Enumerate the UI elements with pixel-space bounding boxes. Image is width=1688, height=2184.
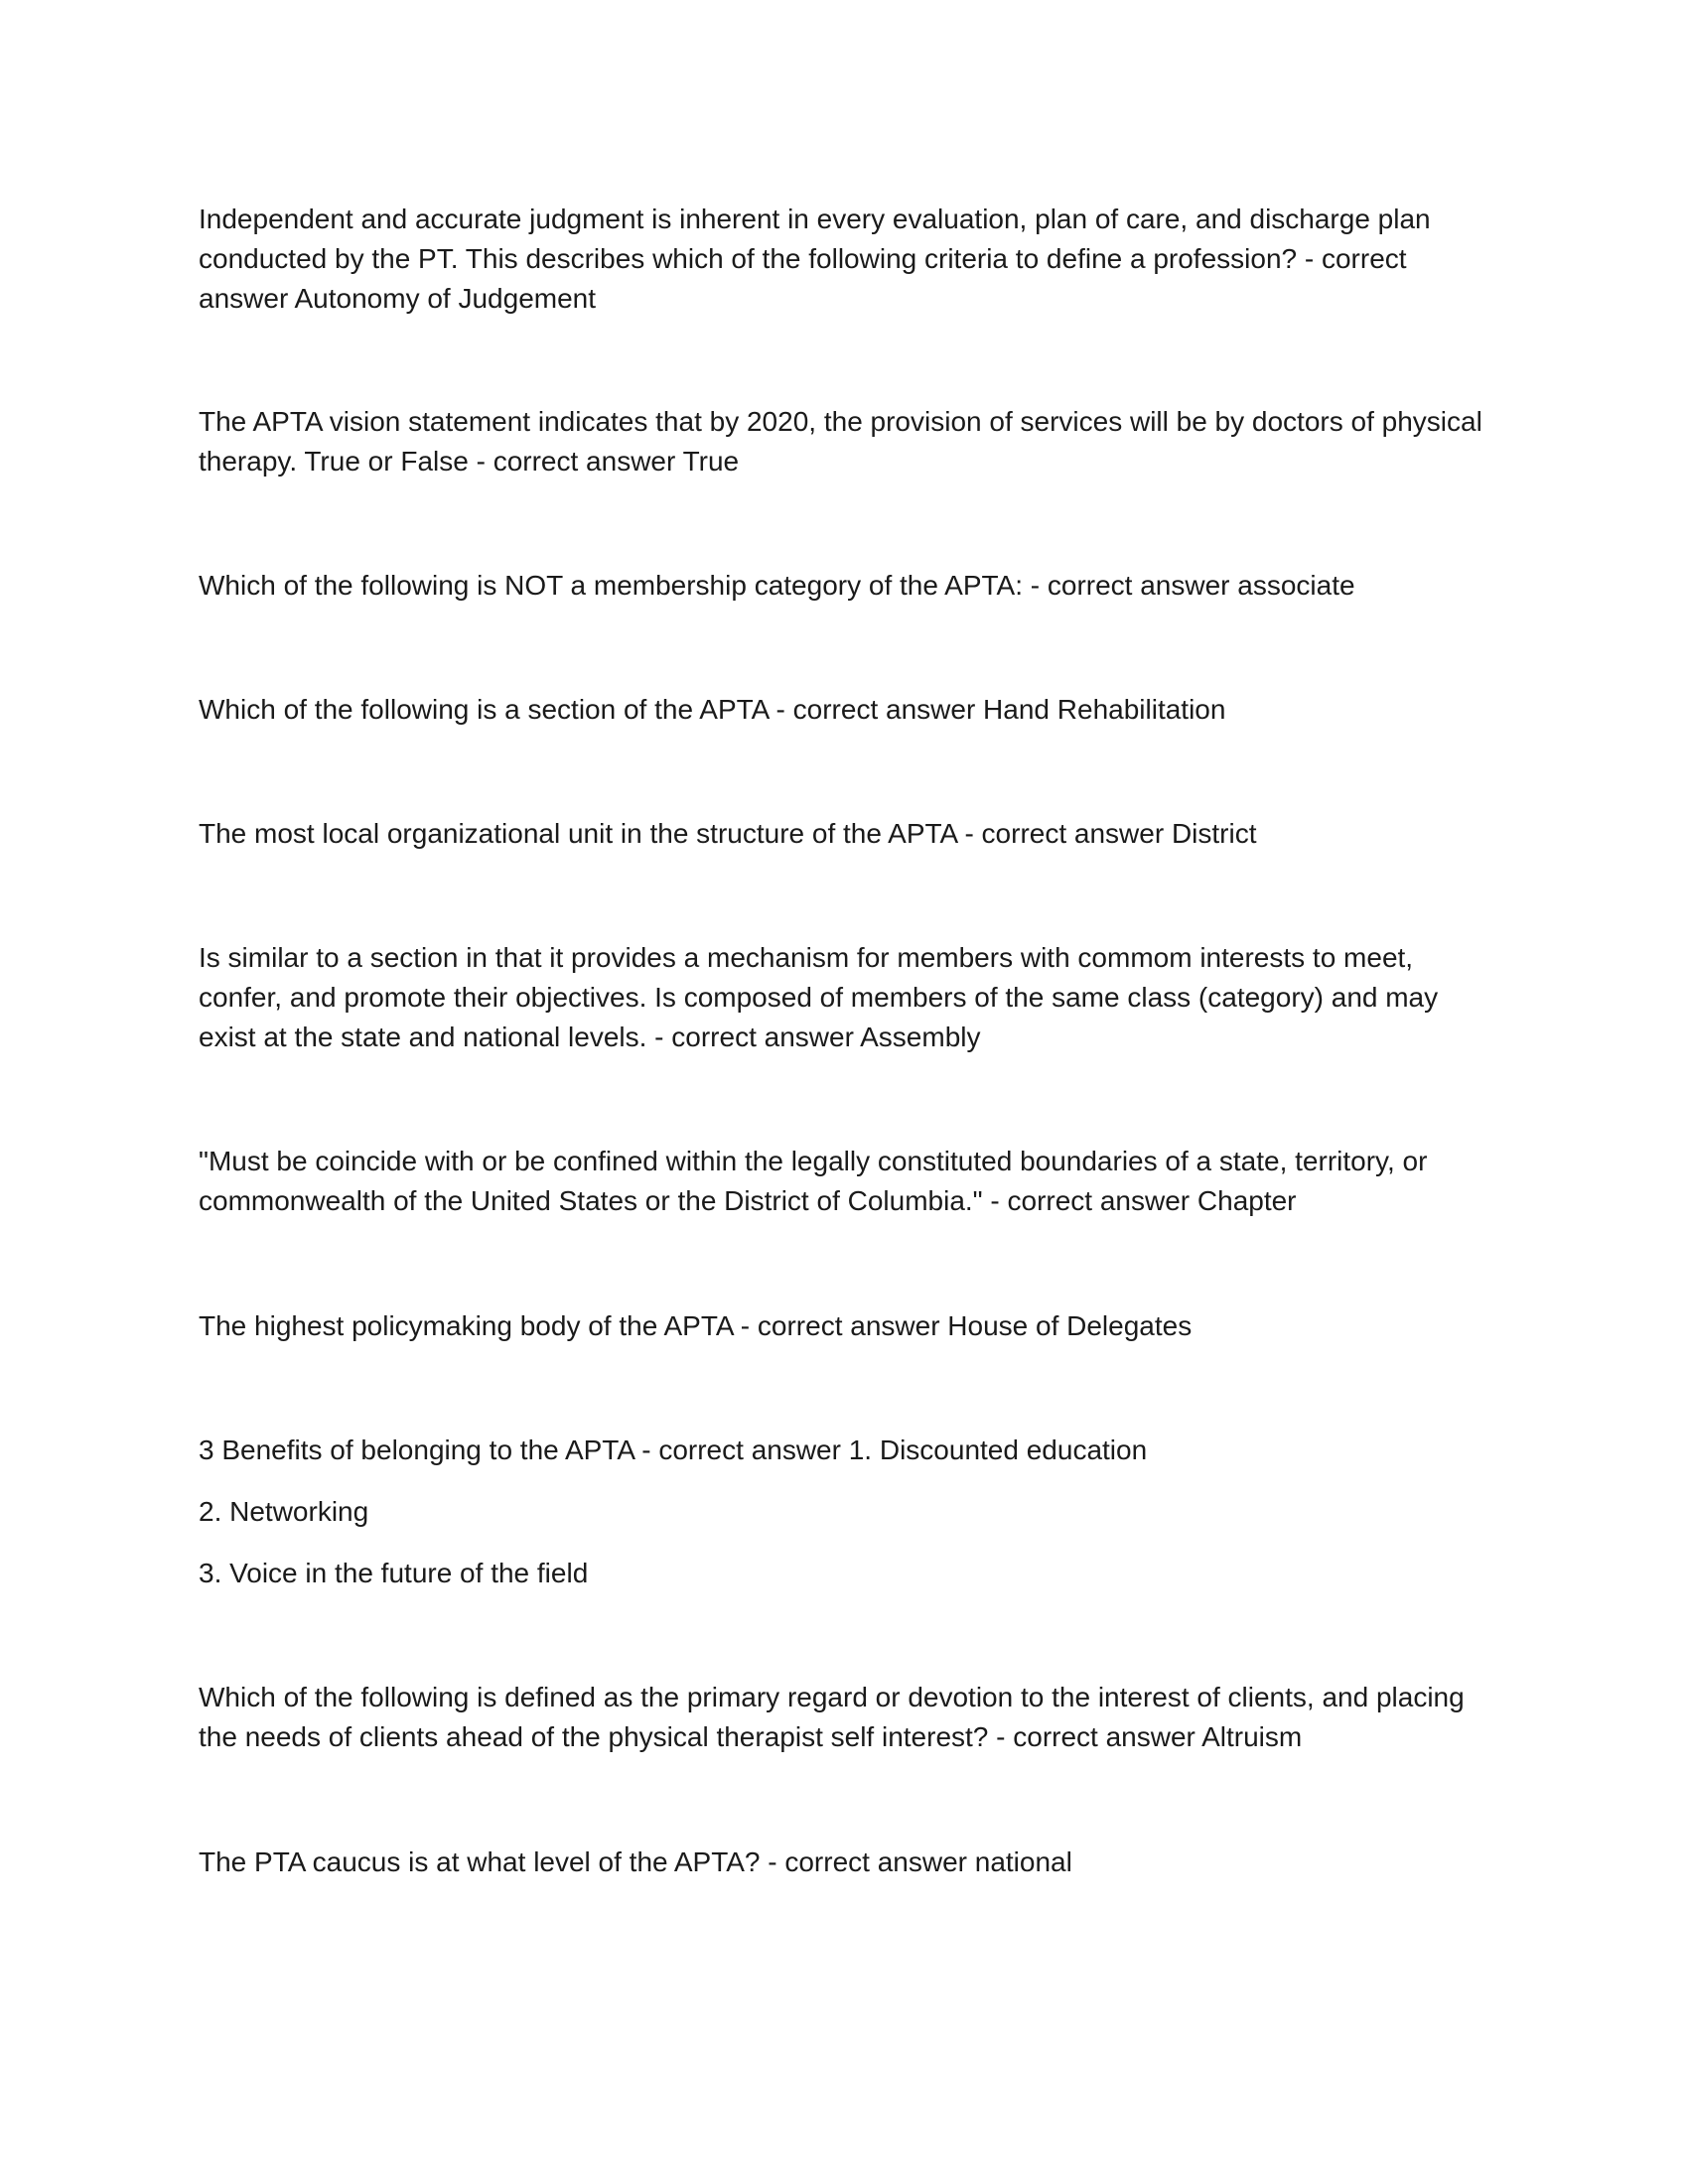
qa-item-benefits-line-2: 2. Networking	[199, 1496, 369, 1527]
qa-item-benefits-line-3: 3. Voice in the future of the field	[199, 1558, 589, 1588]
qa-item-benefits: 3 Benefits of belonging to the APTA - correct answer 1. Discounted education	[199, 1434, 1148, 1465]
qa-item-vision-statement: The APTA vision statement indicates that by 2020, the provision of services will be by doctors of physical therapy. True or False - correct answer True	[199, 406, 1482, 477]
qa-item-local-unit: The most local organizational unit in the structure of the APTA - correct answer District	[199, 818, 1257, 849]
qa-item-chapter: "Must be coincide with or be confined within the legally constituted boundaries of a state, territory, or commonwealth of the United States or the District of Columbia." - correct answer Chapter	[199, 1146, 1428, 1216]
qa-item-membership-category: Which of the following is NOT a membership category of the APTA: - correct answer associate	[199, 570, 1355, 601]
qa-item-assembly: Is similar to a section in that it provides a mechanism for members with commom interests to meet, confer, and promote their objectives. Is composed of members of the same class (category) and may exist at the state and national levels. - correct answer Assembly	[199, 942, 1439, 1052]
qa-item-autonomy: Independent and accurate judgment is inherent in every evaluation, plan of care, and discharge plan conducted by the PT. This describes which of the following criteria to define a profession? - correct answer Autonomy of Judgement	[199, 204, 1431, 314]
qa-item-house-of-delegates: The highest policymaking body of the APTA - correct answer House of Delegates	[199, 1310, 1193, 1341]
qa-item-altruism: Which of the following is defined as the primary regard or devotion to the interest of clients, and placing the needs of clients ahead of the physical therapist self interest? - correct answer Altruism	[199, 1682, 1465, 1752]
qa-item-pta-caucus: The PTA caucus is at what level of the APTA? - correct answer national	[199, 1846, 1072, 1877]
qa-item-section: Which of the following is a section of the APTA - correct answer Hand Rehabilitation	[199, 694, 1226, 725]
